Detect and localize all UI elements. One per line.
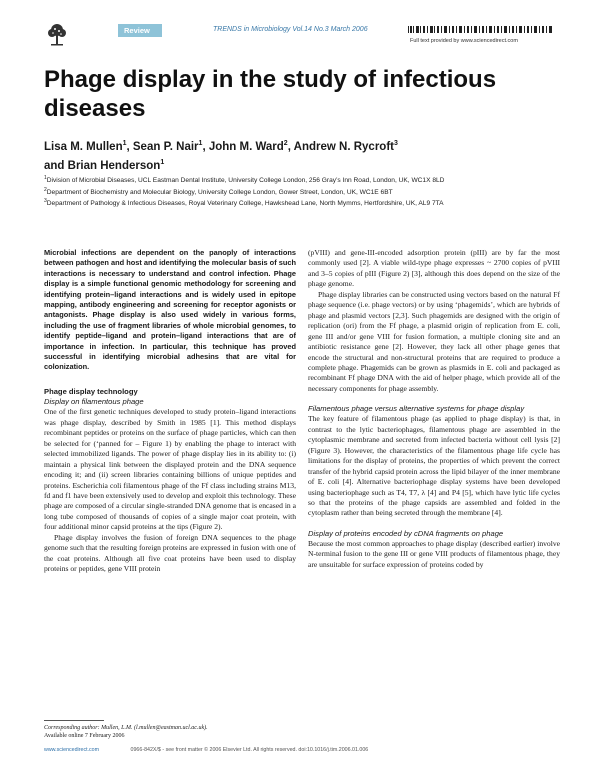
subsection-heading: Display on filamentous phage [44,397,144,407]
affiliation-number: 1 [44,175,47,181]
affiliation-text: Department of Biochemistry and Molecular Biology, University College London, Gower Street, London, UK, WC1E 6BT [46,188,393,196]
subsection-heading: Display of proteins encoded by cDNA fragments on phage [308,528,504,538]
author-name: , Sean P. Nair [126,140,199,153]
affiliation [44,197,564,209]
affiliation-number: 2 [44,186,47,193]
review-badge: Review [118,24,162,37]
body-paragraph: One of the first genetic techniques developed to study protein–ligand interactions was phage display, described by Smith in 1985 [1]. This method displays recombinant peptides or proteins on the surface of phage particles, which can then be selected for (‘panned for – Figure 1) by enabling the phage to interact with selected immobilized ligands. The power of phage display lies in its ability to: (i) maintain a physical link between the displayed protein and the DNA sequence encoding it; and (ii) screen libraries containing billions of unique peptides and proteins. Escherichia coli filamentous phage of the Ff class including strains M13, fd and f1 have been extensively used to develop and exploit this technology. These phage are composed of a circular single-stranded DNA genome that is encased in a long tube composed of thousands of copies of a single major coat protein, with four additional minor capsid proteins at the tips (Figure 2). [44,407,296,532]
affiliation-marker: 1 [122,140,127,147]
footer-link[interactable]: www.sciencedirect.com [44,747,100,753]
affiliation [44,174,564,186]
footnote-rule [44,720,104,721]
affiliation-marker: 2 [283,140,288,147]
affiliation-marker: 1 [198,140,203,147]
affiliation-number: 3 [44,198,47,205]
left-column [44,248,296,575]
body-paragraph: The key feature of filamentous phage (as applied to phage display) is that, in contrast to the lytic bacteriophages, filamentous phage are assembled in the cytoplasmic membrane and secreted from infected bacteria without cell lysis [2] (Figure 3). However, the characteristics of the filamentous phage life cycle has limitations for the display of proteins, the properties of which prevent the correct transfer of the hybrid capsid protein across the lipid bilayer of the inner membrane of E. coli [4]. Alternative bacteriophage display systems have been developed using bacteriophage such as T4, T7, λ [4] and P4 [5], which have lytic life cycles so that the proteins of the phage capsids are assembled and folded in the cytoplasm rather than being secreted through the membrane [4]. [308,414,560,518]
subsection-heading: Filamentous phage versus alternative systems for phage display [308,404,525,414]
affiliation-marker: 1 [160,158,165,166]
footnote [44,724,296,740]
body-paragraph: Because the most common approaches to phage display (described earlier) involve N-terminal fusion to the gene III or gene VIII products of filamentous phage, they are unsuitable for surface expression of proteins coded by [308,538,560,569]
affiliations [44,174,564,209]
body-paragraph: Phage display libraries can be constructed using vectors based on the natural Ff phage sequence (i.e. phage vectors) or by using ‘phagemids’, which are hybrids of phage and plasmid vectors [2,3]. Such phagemids are designed with the origin of replication (ori) from the Ff phage, a plasmid origin of replication from E. coli, gene III and/or gene VIII for fusion formation, a multiple cloning site and an antibiotic resistance gene [2]. However, they lack all other phage genes that encode the structural and non-structural proteins that are required to produce a complete phage. Phagemids can be grown as plasmids in E. coli and packaged as recombinant Ff phage DNA with the aid of helper phage, which provide all of the necessary components for phage assembly. [308,289,560,393]
affiliation-marker: 3 [393,140,398,147]
corresponding-author: Corresponding author: Mullen, L.M. (l.mullen@eastman.ucl.ac.uk). [44,725,208,731]
running-header [78,24,556,44]
author-name: Lisa M. Mullen [44,140,123,153]
article-title: Phage display in the study of infectious diseases [44,66,497,122]
right-column [308,248,560,570]
abstract: Microbial infections are dependent on the panoply of interactions between pathogen and host and identifying the molecular basis of such interactions is necessary to understand and control infection. Phage display is a simple functional genomic methodology for screening and identifying protein–ligand interactions and is widely used in epitope mapping, antibody engineering and screening for receptor agonists or antagonists. Phage display is also used widely in various forms, including the use of fragment libraries of whole microbial genomes, to identify peptide–ligand and protein–ligand interactions that are of importance in infection. In particular, this technique has proved successful in identifying microbial adhesins that are vital for colonization. [44,248,296,372]
author-name: and Brian Henderson [44,159,161,172]
banner-caption: Full text provided by www.sciencedirect.com [410,38,518,44]
body-paragraph: (pVIII) and gene-III-encoded adsorption protein (pIII) are by far the most commonly used [2]. A viable wild-type phage expresses ~ 2700 copies of pVIII and 3–5 copies of pIII (Figure 2) [3], although this does depend on the size of the phage genome. [308,248,560,289]
author-list [44,136,564,174]
online-date: Available online 7 February 2006 [44,733,125,739]
body-paragraph: Phage display involves the fusion of foreign DNA sequences to the phage genome such that the resulting foreign proteins are expressed in fusion with one of the coat proteins. Although all five coat proteins have been used to display proteins or peptides, gene VIII protein [44,532,296,574]
journal-citation: TRENDS in Microbiology Vol.14 No.3 March 2006 [213,26,368,33]
page-footer [44,747,560,753]
section-heading: Phage display technology [44,386,138,396]
affiliation-text: Division of Microbial Diseases, UCL Eastman Dental Institute, University College London, 256 Gray’s Inn Road, London, UK, WC1X 8LD [46,177,445,185]
affiliation [44,186,564,198]
elsevier-tree-logo [44,22,70,48]
author-name: , Andrew N. Rycroft [287,140,394,153]
affiliation-text: Department of Pathology & Infectious Diseases, Royal Veterinary College, Hawkshead Lane, North Mymms, Hertfordshire, UK, AL9 7TA [46,200,444,208]
author-name: , John M. Ward [202,140,284,153]
footer-text: 0966-842X/$ - see front matter © 2006 Elsevier Ltd. All rights reserved. doi:10.1016/j.tim.2006.01.006 [130,747,369,753]
sciencedirect-banner [406,24,556,48]
